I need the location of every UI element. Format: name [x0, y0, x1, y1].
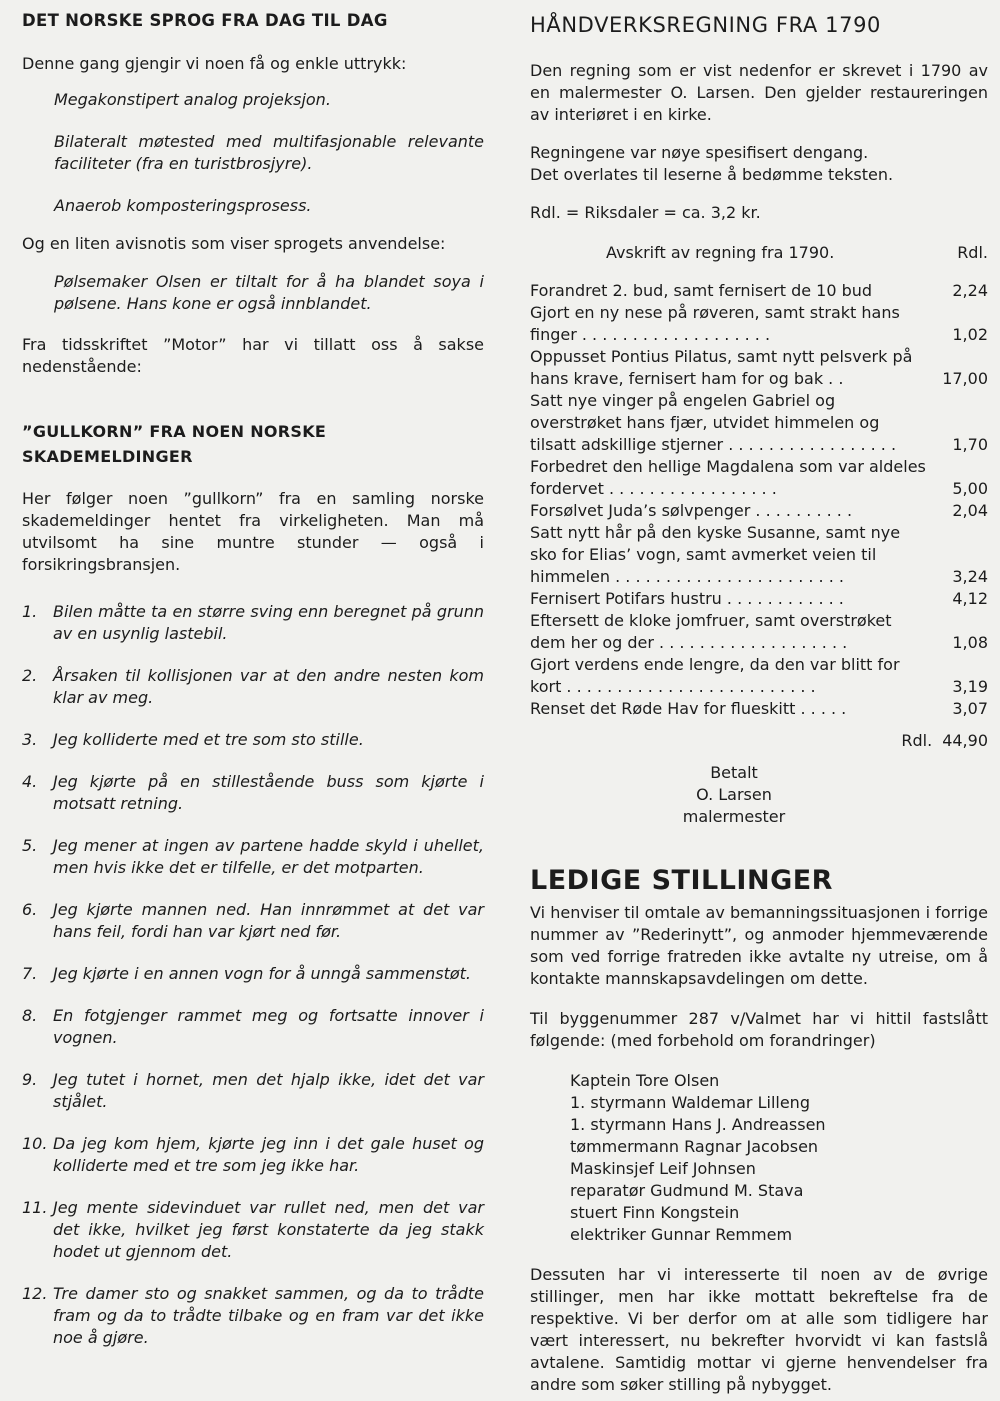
- crew-member: 1. styrmann Hans J. Andreassen: [570, 1115, 826, 1134]
- item-number: 5.: [22, 836, 38, 855]
- line-description: Eftersett de kloke jomfruer, samt overstrøket dem her og der . . . . . . . . . . . . . . . . . . .: [530, 611, 892, 652]
- crew-member: stuert Finn Kongstein: [570, 1203, 740, 1222]
- invoice-line: [530, 456, 988, 500]
- item-number: 1.: [22, 602, 38, 621]
- total-value: 44,90: [942, 731, 988, 750]
- item-number: 10.: [22, 1134, 48, 1153]
- left-column: [22, 10, 484, 1349]
- list-item: [22, 1283, 484, 1349]
- rdl-definition: Rdl. = Riksdaler = ca. 3,2 kr.: [530, 203, 761, 222]
- list-item: [22, 771, 484, 815]
- line-amount: 2,04: [952, 501, 988, 520]
- line-amount: 1,08: [952, 633, 988, 652]
- line-description: Gjort en ny nese på røveren, samt strakt hans finger . . . . . . . . . . . . . . . . . . .: [530, 303, 900, 344]
- line-description: Forsølvet Juda’s sølvpenger . . . . . . . . . .: [530, 501, 853, 520]
- total-label: Rdl.: [901, 731, 933, 750]
- invoice-signature: [480, 762, 988, 828]
- invoice-line: [530, 302, 988, 346]
- gullkorn-intro: Her følger noen ”gullkorn” fra en samling norske skademeldinger hentet fra virkeligheten. Man må utvilsomt ha sine muntre stunder — også i forsikringsbransjen.: [22, 489, 484, 574]
- notice-intro: Og en liten avisnotis som viser sprogets anvendelse:: [22, 234, 446, 253]
- jobs-intro: Vi henviser til omtale av bemanningssituasjonen i forrige nummer av ”Rederinytt”, og anmoder hjemmeværende som ved forrige fratreden ikke avtalte ny utreise, om å kontakte mannskapsavdelingen om dette.: [530, 903, 988, 988]
- invoice-total: [530, 730, 988, 752]
- list-item: [22, 963, 484, 985]
- item-text: Bilen måtte ta en større sving enn beregnet på grunn av en usynlig lastebil.: [53, 602, 484, 643]
- item-text: Jeg mente sidevinduet var rullet ned, men det var det ikke, hvilket jeg først konstaterte da jeg stakk hodet ut gjennom det.: [53, 1198, 484, 1261]
- list-item: [22, 729, 484, 751]
- invoice-line: [530, 588, 988, 610]
- motor-text: Fra tidsskriftet ”Motor” har vi tillatt oss å sakse nedenstående:: [22, 335, 484, 376]
- item-number: 9.: [22, 1070, 38, 1089]
- invoice-line: [530, 390, 988, 456]
- line-amount: 2,24: [952, 281, 988, 300]
- item-text: Jeg kjørte i en annen vogn for å unngå sammenstøt.: [53, 964, 471, 983]
- quote-3: Anaerob komposteringsprosess.: [54, 196, 312, 215]
- invoice: [530, 242, 988, 828]
- item-number: 8.: [22, 1006, 38, 1025]
- item-number: 12.: [22, 1284, 48, 1303]
- item-number: 11.: [22, 1198, 48, 1217]
- line-description: Forbedret den hellige Magdalena som var aldeles fordervet . . . . . . . . . . . . . . . . .: [530, 457, 926, 498]
- list-item: [22, 601, 484, 645]
- list-item: [22, 899, 484, 943]
- invoice-note-1: Regningene var nøye spesifisert dengang.: [530, 143, 869, 162]
- invoice-caption: Avskrift av regning fra 1790.: [606, 243, 835, 262]
- list-item: [22, 1005, 484, 1049]
- signature-paid: Betalt: [710, 763, 758, 782]
- line-amount: 3,07: [952, 699, 988, 718]
- invoice-line: [530, 610, 988, 654]
- line-description: Oppusset Pontius Pilatus, samt nytt pelsverk på hans krave, fernisert ham for og bak . .: [530, 347, 913, 388]
- invoice-line: [530, 654, 988, 698]
- line-amount: 5,00: [952, 479, 988, 498]
- crew-member: Kaptein Tore Olsen: [570, 1071, 720, 1090]
- item-text: En fotgjenger rammet meg og fortsatte innover i vognen.: [53, 1006, 484, 1047]
- line-amount: 3,24: [952, 567, 988, 586]
- item-text: Tre damer sto og snakket sammen, og da to trådte fram og da to trådte tilbake og en fram var det ikke noe å gjøre.: [53, 1284, 484, 1347]
- jobs-build: Til byggenummer 287 v/Valmet har vi hittil fastslått følgende: (med forbehold om forandringer): [530, 1009, 988, 1050]
- sprog-heading: DET NORSKE SPROG FRA DAG TIL DAG: [22, 11, 388, 30]
- item-number: 2.: [22, 666, 38, 685]
- line-amount: 1,02: [952, 325, 988, 344]
- invoice-line: [530, 346, 988, 390]
- invoice-line: [530, 500, 988, 522]
- item-number: 4.: [22, 772, 38, 791]
- list-item: [22, 1197, 484, 1263]
- invoice-heading: HÅNDVERKSREGNING FRA 1790: [530, 13, 881, 37]
- signature-title: malermester: [682, 807, 786, 826]
- crew-member: elektriker Gunnar Remmem: [570, 1225, 793, 1244]
- line-description: Renset det Røde Hav for flueskitt . . . . .: [530, 699, 847, 718]
- line-description: Fernisert Potifars hustru . . . . . . . . . . . .: [530, 589, 844, 608]
- item-text: Jeg kjørte mannen ned. Han innrømmet at det var hans feil, fordi han var kjørt ned før.: [53, 900, 484, 941]
- line-amount: 4,12: [952, 589, 988, 608]
- item-text: Jeg tutet i hornet, men det hjalp ikke, idet det var stjålet.: [53, 1070, 484, 1111]
- item-text: Da jeg kom hjem, kjørte jeg inn i det gale huset og kolliderte med et tre som jeg ikke har.: [53, 1134, 484, 1175]
- quote-1: Megakonstipert analog projeksjon.: [54, 90, 331, 109]
- list-item: [22, 1133, 484, 1177]
- line-amount: 17,00: [942, 369, 988, 388]
- crew-list: [530, 1070, 988, 1246]
- line-description: Gjort verdens ende lengre, da den var blitt for kort . . . . . . . . . . . . . . . . . . . . . . . . .: [530, 655, 900, 696]
- item-text: Jeg kjørte på en stillestående buss som kjørte i motsatt retning.: [53, 772, 484, 813]
- line-amount: 1,70: [952, 435, 988, 454]
- gullkorn-list: [22, 601, 484, 1349]
- line-amount: 3,19: [952, 677, 988, 696]
- invoice-currency: Rdl.: [957, 243, 988, 262]
- crew-member: Maskinsjef Leif Johnsen: [570, 1159, 756, 1178]
- crew-member: reparatør Gudmund M. Stava: [570, 1181, 804, 1200]
- item-number: 6.: [22, 900, 38, 919]
- invoice-line: [530, 280, 988, 302]
- gullkorn-heading-line2: SKADEMELDINGER: [22, 447, 193, 466]
- signature-name: O. Larsen: [696, 785, 772, 804]
- invoice-note-2: Det overlates til leserne å bedømme teksten.: [530, 165, 894, 184]
- item-text: Jeg kolliderte med et tre som sto stille.: [53, 730, 364, 749]
- item-number: 3.: [22, 730, 38, 749]
- quote-2: Bilateralt møtested med multifasjonable relevante faciliteter (fra en turistbrosjyre).: [54, 132, 484, 173]
- list-item: [22, 665, 484, 709]
- invoice-line: [530, 522, 988, 588]
- right-column: [530, 10, 988, 1396]
- list-item: [22, 835, 484, 879]
- line-description: Forandret 2. bud, samt fernisert de 10 bud: [530, 281, 873, 300]
- crew-member: tømmermann Ragnar Jacobsen: [570, 1137, 819, 1156]
- jobs-heading: LEDIGE STILLINGER: [530, 865, 833, 896]
- gullkorn-heading: [22, 419, 484, 469]
- invoice-header: [530, 242, 988, 264]
- jobs-closing: Dessuten har vi interesserte til noen av de øvrige stillinger, men har ikke mottatt bekreftelse fra de respektive. Vi ber derfor om at alle som tidligere har vært interessert, nu bekrefter hvorvidt vi kan fastslå avtalene. Samtidig mottar vi gjerne henvendelser fra andre som søker stilling på nybygget.: [530, 1265, 988, 1394]
- line-description: Satt nytt hår på den kyske Susanne, samt nye sko for Elias’ vogn, samt avmerket veien til himmelen . . . . . . . . . . . . . . . . . . . . . . .: [530, 523, 901, 586]
- sprog-intro: Denne gang gjengir vi noen få og enkle uttrykk:: [22, 54, 407, 73]
- list-item: [22, 1069, 484, 1113]
- line-description: Satt nye vinger på engelen Gabriel og overstrøket hans fjær, utvidet himmelen og tilsatt adskillige stjerner . . . . . . . . . . . . . . . . .: [530, 391, 897, 454]
- invoice-intro: Den regning som er vist nedenfor er skrevet i 1790 av en malermester O. Larsen. Den gjelder restaureringen av interiøret i en kirke.: [530, 61, 988, 124]
- item-text: Jeg mener at ingen av partene hadde skyld i uhellet, men hvis ikke det er tilfelle, er det motparten.: [53, 836, 484, 877]
- sausage-notice: Pølsemaker Olsen er tiltalt for å ha blandet soya i pølsene. Hans kone er også innblandet.: [54, 272, 484, 313]
- invoice-line: [530, 698, 988, 720]
- crew-member: 1. styrmann Waldemar Lilleng: [570, 1093, 810, 1112]
- item-number: 7.: [22, 964, 38, 983]
- gullkorn-heading-line1: ”GULLKORN” FRA NOEN NORSKE: [22, 422, 327, 441]
- item-text: Årsaken til kollisjonen var at den andre nesten kom klar av meg.: [53, 666, 484, 707]
